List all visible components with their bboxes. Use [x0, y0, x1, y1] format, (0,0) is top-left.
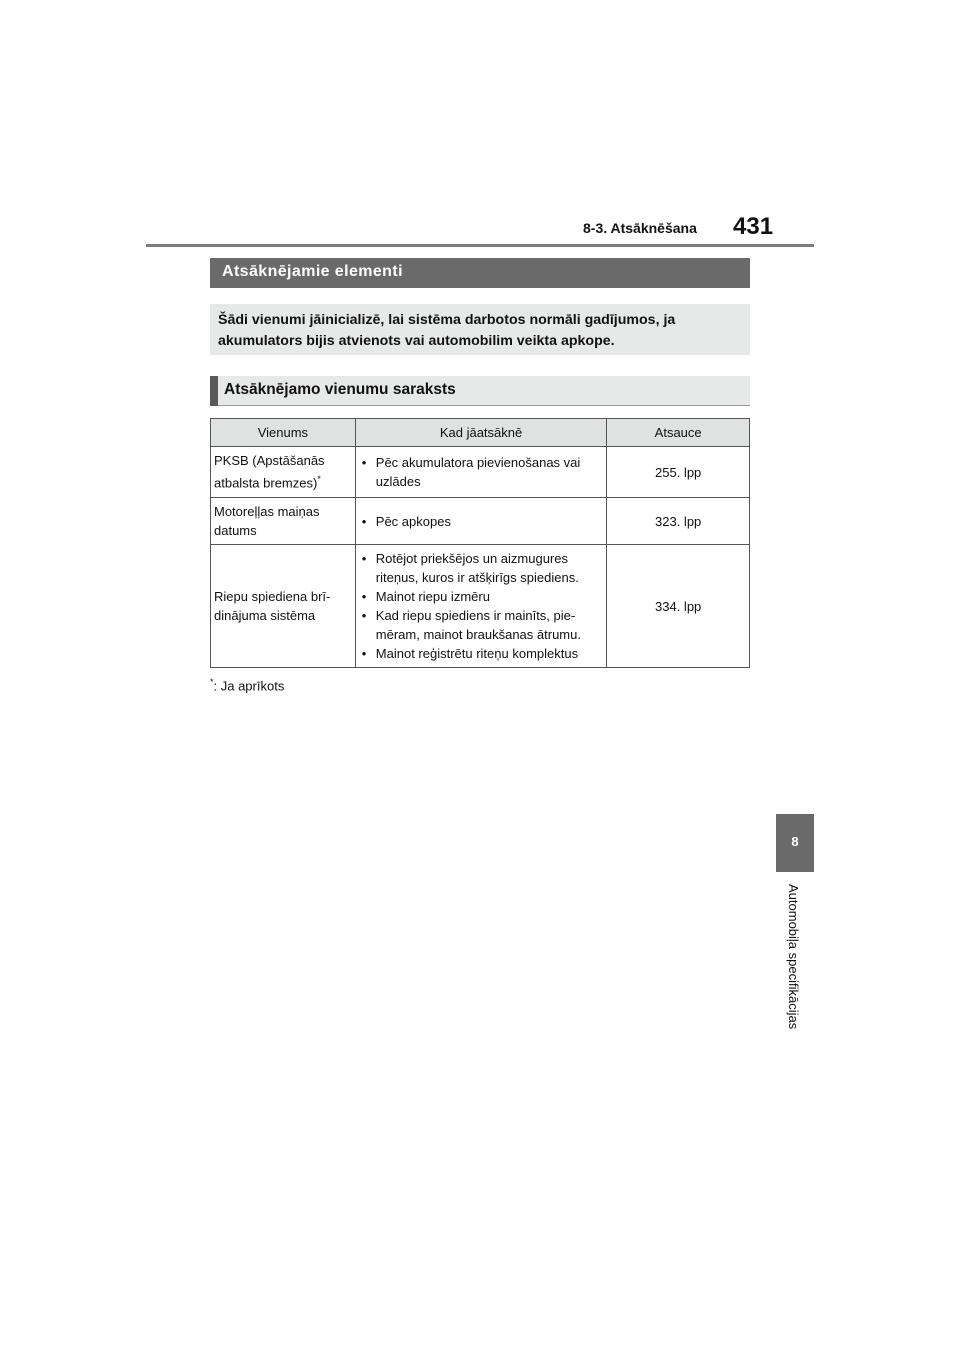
table-row [211, 545, 750, 668]
header-rule [146, 244, 814, 247]
bullet-icon: • [361, 589, 367, 604]
table-row [211, 447, 750, 498]
subheading-bar [210, 376, 750, 406]
table-cell-when [355, 447, 607, 498]
footnote-mark: * [210, 677, 214, 687]
bullet-icon: • [361, 513, 367, 529]
table-cell-ref: 323. lpp [607, 498, 750, 545]
table-cell-item: PKSB (Apstāšanās atbalsta bremzes)* [211, 447, 356, 498]
table-cell-ref: 255. lpp [607, 447, 750, 498]
list-item: • Mainot reģistrētu riteņu komplektus [361, 646, 579, 661]
footnote [210, 677, 284, 693]
subheading-accent [210, 376, 218, 406]
chapter-label-container [784, 884, 804, 1104]
table-header-item: Vienums [211, 419, 356, 447]
table-header-ref: Atsauce [607, 419, 750, 447]
chapter-number: 8 [791, 834, 799, 849]
list-item: • Mainot riepu izmēru [361, 589, 490, 604]
header-section-title: 8-3. Atsāknēšana [583, 220, 697, 236]
section-title-bar [210, 258, 750, 288]
list-item: • Pēc akumulatora pievienošanas vai uzlādes [361, 455, 581, 489]
list-item: • Pēc apkopes [361, 513, 451, 529]
table-header-row [211, 419, 750, 447]
table-header-when: Kad jāatsāknē [355, 419, 607, 447]
table-cell-item: Motoreļļas maiņas datums [211, 498, 356, 545]
bullet-icon: • [361, 455, 367, 470]
footnote-text: : Ja aprīkots [213, 678, 285, 694]
reset-items-table [210, 418, 750, 668]
table-cell-item: Riepu spiediena brī-dinājuma sistēma [211, 545, 356, 668]
bullet-icon: • [361, 551, 367, 566]
subheading-text: Atsāknējamo vienumu saraksts [224, 381, 456, 398]
page-number: 431 [733, 213, 774, 240]
table-cell-when [355, 498, 607, 545]
chapter-tab [776, 814, 814, 872]
table-cell-ref: 334. lpp [607, 545, 750, 668]
chapter-label: Automobiļa specifikācijas [786, 884, 801, 1030]
list-item: • Kad riepu spiediens ir mainīts, pie-mēram, mainot braukšanas ātrumu. [361, 608, 581, 642]
bullet-icon: • [361, 608, 367, 623]
table-cell-when [355, 545, 607, 668]
footnote-mark: * [317, 474, 321, 485]
bullet-icon: • [361, 646, 367, 661]
table-row [211, 498, 750, 545]
section-title: Atsāknējamie elementi [222, 263, 403, 280]
list-item: • Rotējot priekšējos un aizmugures riteņus, kuros ir atšķirīgs spiediens. [361, 551, 579, 585]
intro-box [210, 304, 750, 355]
intro-text: Šādi vienumi jāinicializē, lai sistēma darbotos normāli gadījumos, ja akumulators bijis atvienots vai automobilim veikta apkope. [218, 312, 676, 349]
